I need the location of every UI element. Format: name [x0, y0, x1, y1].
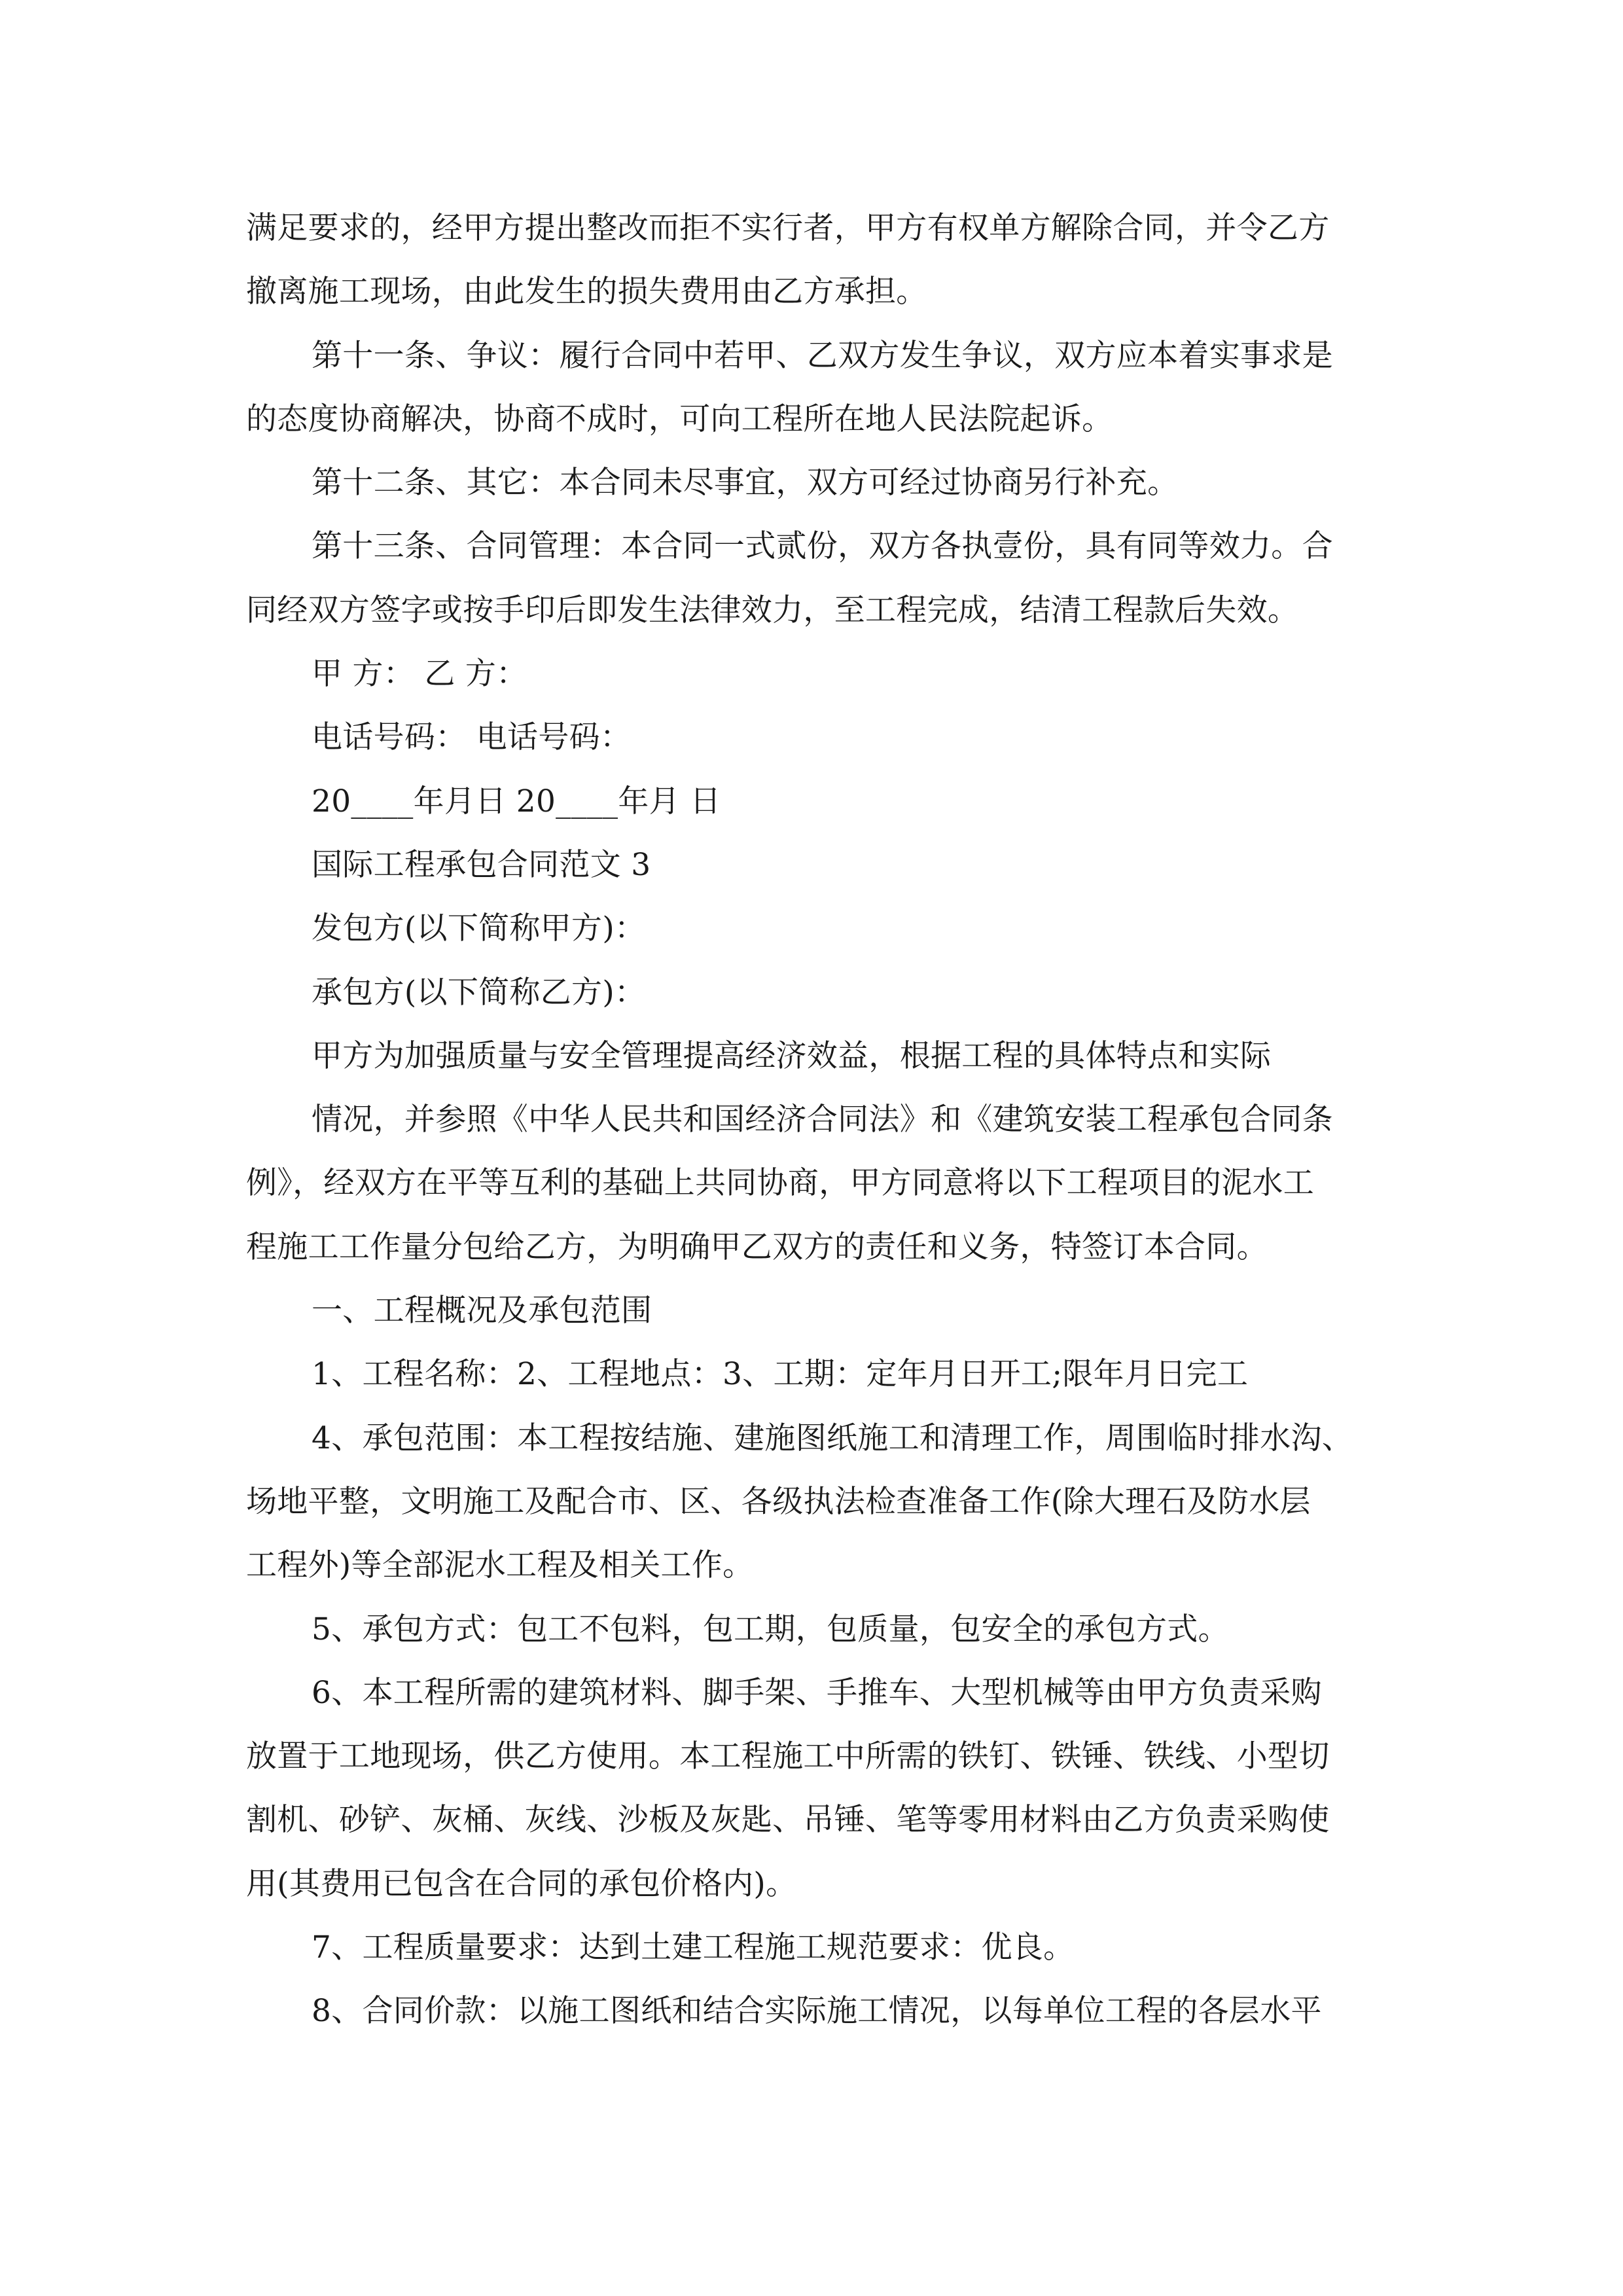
text-line: 场地平整，文明施工及配合市、区、各级执法检查准备工作(除大理石及防水层	[246, 1483, 1311, 1520]
text-line: 1、工程名称：2、工程地点：3、工期：定年月日开工;限年月日完工	[312, 1356, 1249, 1393]
text-line: 8、合同价款：以施工图纸和结合实际施工情况，以每单位工程的各层水平	[312, 1993, 1322, 2030]
text-line: 撤离施工现场，由此发生的损失费用由乙方承担。	[246, 274, 927, 310]
text-line: 国际工程承包合同范文 3	[312, 846, 651, 883]
text-line: 放置于工地现场，供乙方使用。本工程施工中所需的铁钉、铁锤、铁线、小型切	[246, 1738, 1330, 1775]
text-line: 第十二条、其它：本合同未尽事宜，双方可经过协商另行补充。	[312, 465, 1179, 501]
text-line: 第十三条、合同管理：本合同一式贰份，双方各执壹份，具有同等效力。合	[312, 528, 1333, 565]
text-line: 同经双方签字或按手印后即发生法律效力，至工程完成，结清工程款后失效。	[246, 592, 1299, 628]
text-line: 7、工程质量要求：达到土建工程施工规范要求：优良。	[312, 1929, 1075, 1966]
text-line: 例》，经双方在平等互利的基础上共同协商，甲方同意将以下工程项目的泥水工	[246, 1165, 1314, 1202]
text-line: 程施工工作量分包给乙方，为明确甲乙双方的责任和义务，特签订本合同。	[246, 1229, 1268, 1265]
text-line: 发包方(以下简称甲方)：	[312, 910, 646, 947]
text-line: 承包方(以下简称乙方)：	[312, 974, 646, 1011]
text-line: 满足要求的，经甲方提出整改而拒不实行者，甲方有权单方解除合同，并令乙方	[246, 210, 1330, 246]
text-line: 用(其费用已包含在合同的承包价格内)。	[246, 1865, 797, 1902]
text-line: 割机、砂铲、灰桶、灰线、沙板及灰匙、吊锤、笔等零用材料由乙方负责采购使	[246, 1802, 1330, 1839]
document-body	[246, 196, 1378, 2043]
text-line: 第十一条、争议：履行合同中若甲、乙双方发生争议，双方应本着实事求是	[312, 337, 1333, 374]
text-line: 的态度协商解决，协商不成时，可向工程所在地人民法院起诉。	[246, 401, 1113, 437]
text-line: 甲方为加强质量与安全管理提高经济效益，根据工程的具体特点和实际	[312, 1037, 1272, 1074]
text-line: 一、工程概况及承包范围	[312, 1293, 652, 1329]
text-line: 甲 方： 乙 方：	[312, 656, 527, 692]
text-line: 工程外)等全部泥水工程及相关工作。	[246, 1547, 754, 1584]
text-line: 情况，并参照《中华人民共和国经济合同法》和《建筑安装工程承包合同条	[312, 1102, 1333, 1138]
text-line: 4、承包范围：本工程按结施、建施图纸施工和清理工作，周围临时排水沟、	[312, 1420, 1353, 1456]
text-line: 电话号码： 电话号码：	[312, 719, 632, 756]
text-line: 20____年月日 20____年月 日	[312, 783, 721, 819]
text-line: 5、承包方式：包工不包料，包工期，包质量，包安全的承包方式。	[312, 1611, 1229, 1647]
text-line: 6、本工程所需的建筑材料、脚手架、手推车、大型机械等由甲方负责采购	[312, 1674, 1322, 1711]
